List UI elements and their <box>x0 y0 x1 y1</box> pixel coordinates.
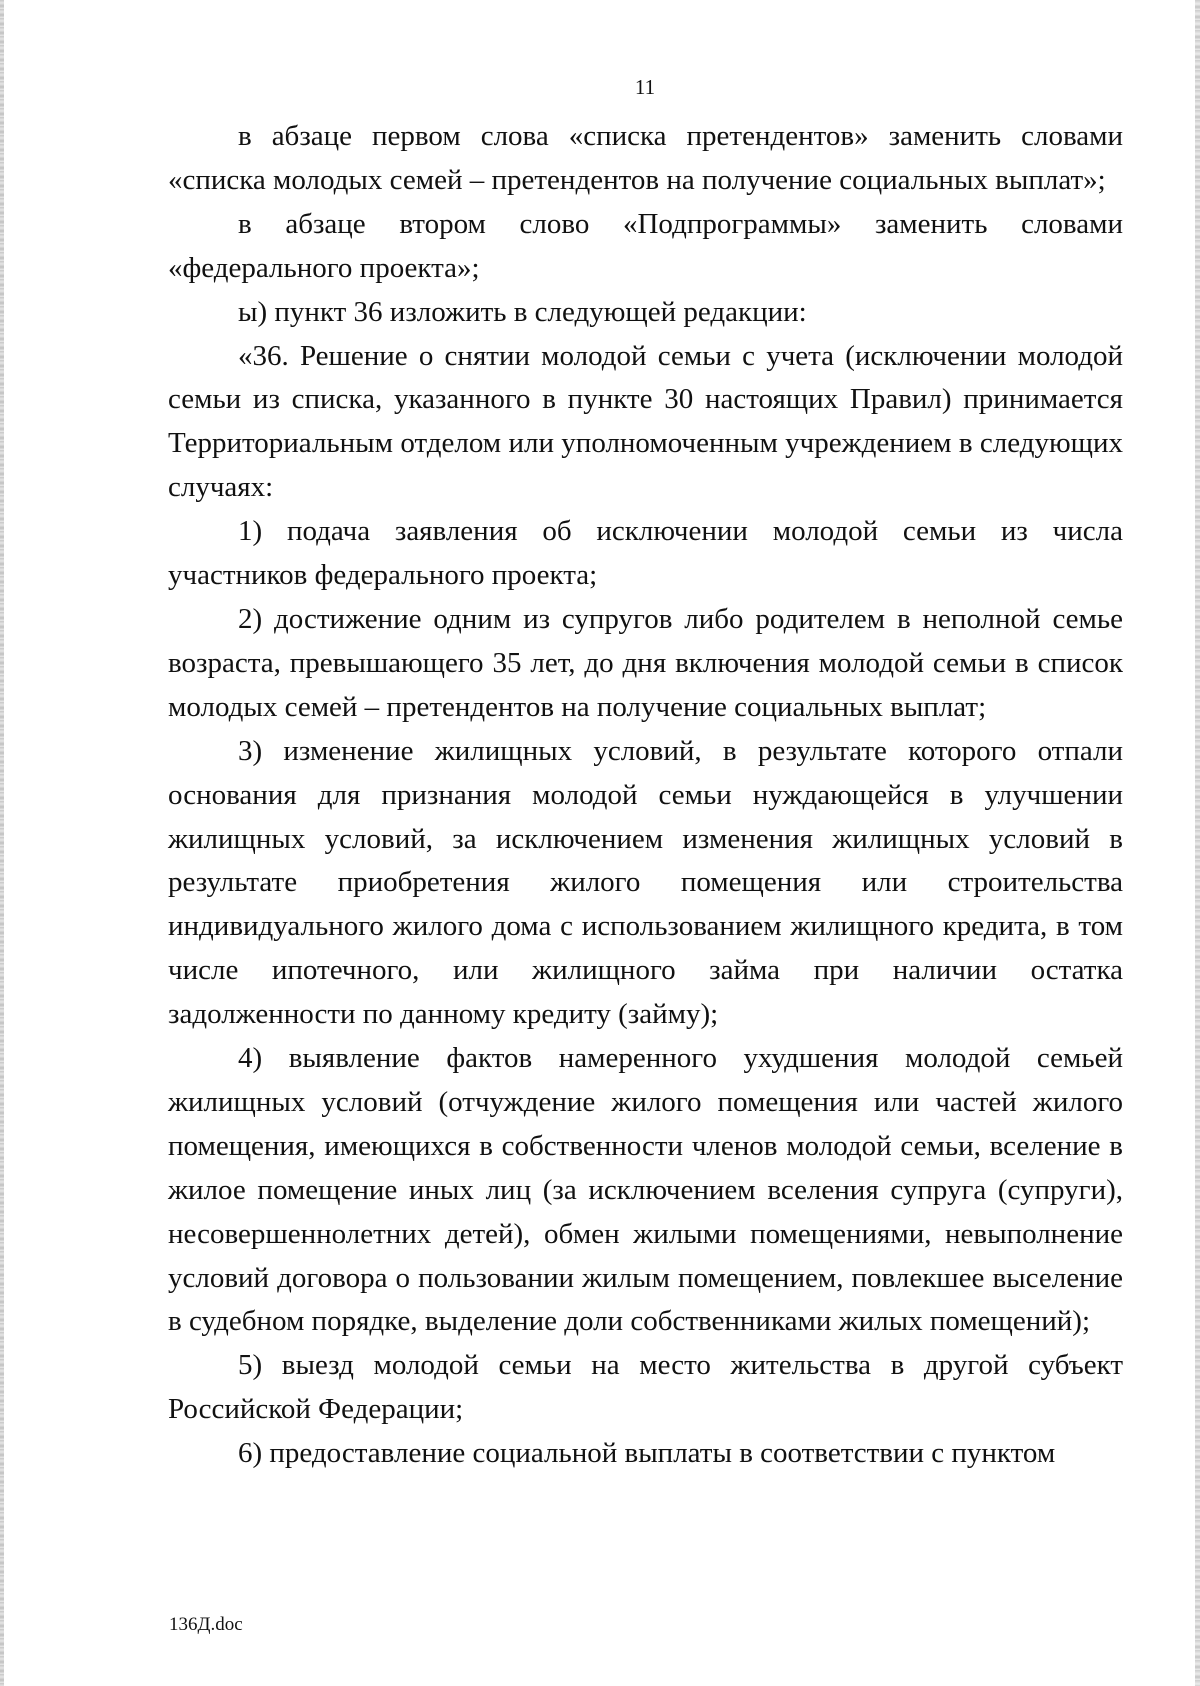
paragraph-8: 4) выявление фактов намеренного ухудшения молодой семьей жилищных условий (отчуждение жилого помещения или частей жилого помещения, имеющихся в собственности членов молодой семьи, вселение в жилое помещение иных лиц (за исключением вселения супруга (супруги), несовершеннолетних детей), обмен жилыми помещениями, невыполнение условий договора о пользовании жилым помещением, повлекшее выселение в судебном порядке, выделение доли собственниками жилых помещений); <box>168 1042 1123 1338</box>
paragraph-6: 2) достижение одним из супругов либо родителем в неполной семье возраста, превышающего 35 лет, до дня включения молодой семьи в список молодых семей – претендентов на получение социальных выплат; <box>168 602 1123 723</box>
page-number: 11 <box>634 75 656 99</box>
paragraph-10: 6) предоставление социальной выплаты в соответствии с пунктом <box>238 1437 1056 1470</box>
footer-filename: 136Д.doc <box>169 1614 243 1635</box>
scan-edge-left <box>0 0 4 1686</box>
paragraph-9: 5) выезд молодой семьи на место жительства в другой субъект Российской Федерации; <box>168 1349 1123 1426</box>
paragraph-4: «36. Решение о снятии молодой семьи с учета (исключении молодой семьи из списка, указанного в пункте 30 настоящих Правил) принимается Территориальным отделом или уполномоченным учреждением в следующих случаях: <box>168 339 1123 504</box>
paragraph-7: 3) изменение жилищных условий, в результате которого отпали основания для признания молодой семьи нуждающейся в улучшении жилищных условий, за исключением изменения жилищных условий в результате приобретения жилого помещения или строительства индивидуального жилого дома с использованием жилищного кредита, в том числе ипотечного, или жилищного займа при наличии остатка задолженности по данному кредиту (займу); <box>168 734 1123 1031</box>
paragraph-1: в абзаце первом слова «списка претендентов» заменить словами «списка молодых семей – претендентов на получение социальных выплат»; <box>168 120 1123 196</box>
paragraph-2: в абзаце втором слово «Подпрограммы» заменить словами «федерального проекта»; <box>168 207 1123 284</box>
paragraph-3: ы) пункт 36 изложить в следующей редакции: <box>238 295 807 328</box>
paragraph-5: 1) подача заявления об исключении молодой семьи из числа участников федерального проекта; <box>168 515 1123 592</box>
document-body <box>168 115 1123 1476</box>
scan-edge-right <box>1195 0 1200 1686</box>
